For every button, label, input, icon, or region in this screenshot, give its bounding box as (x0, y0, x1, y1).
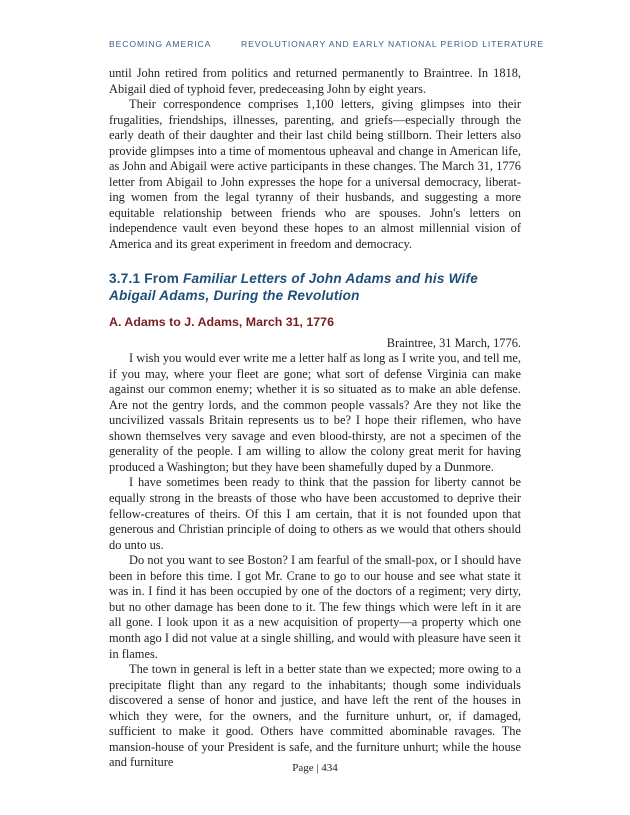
letter-paragraph: The town in general is left in a better state than we expected; more owing to a precipitate flight than any regard to the inhabitants; though some individuals discovered a sense of honor and justice, and have left the rent of the houses in which they were, for the owners, and the furniture unhurt, or, if damaged, sufficient to make it good. Others have committed abominable ravages. The mansion-house of your President is safe, and the furniture unhurt; while the house and furniture (109, 662, 521, 770)
intro-paragraph: until John retired from politics and returned permanently to Braintree. In 1818, Abigail died of typhoid fever, predeceasing John by eight years. (109, 66, 521, 96)
section-title: Familiar Letters of John Adams and his Wife Abigail Adams, During the Revolution (109, 270, 478, 303)
letter-paragraph: I wish you would ever write me a letter half as long as I write you, and tell me, if you may, where your fleet are gone; what sort of defense Virginia can make against our common enemy; whether it is so situated as to make an able defense. Are not the gentry lords, and the common people vassals? Are they not like the uncivilized vassals Britain represents us to be? I hope their riflemen, who have shown themselves very savage and even blood-thirsty, are not a specimen of the generality of the people. I am willing to allow the colony great merit for having produced a Washington; but they have been shamefully duped by a Dunmore. (109, 351, 521, 474)
letter-dateline: Braintree, 31 March, 1776. (386, 335, 521, 350)
section-heading (109, 270, 521, 304)
subsection-heading: A. Adams to J. Adams, March 31, 1776 (109, 314, 334, 329)
letter-paragraph: Do not you want to see Boston? I am fearful of the small-pox, or I should have been in before this time. I got Mr. Crane to go to our house and see what state it was in. I find it has been occupied by one of the doctors of a regiment; very dirty, but no other damage has been done to it. The few things which were left in it are all gone. I look upon it as a new acquisition of property—a property which one month ago I did not value at a single shilling, and would with pleasure have seen it in flames. (109, 553, 521, 661)
header-chapter-title: REVOLUTIONARY AND EARLY NATIONAL PERIOD LITERATURE (241, 39, 545, 49)
page-number: Page | 434 (292, 762, 338, 774)
letter-paragraph: I have sometimes been ready to think that the passion for liberty cannot be equally strong in the breasts of those who have been accustomed to deprive their fellow-creatures of theirs. Of this I am certain, that it is not founded upon that generous and Christian principle of doing to others as we would that others should do unto us. (109, 475, 521, 552)
intro-paragraph: Their correspondence comprises 1,100 letters, giving glimpses into their frugalities, friendships, illnesses, parenting, and griefs—especially through the early death of their daughter and their last child being stillborn. Their letters also provide glimpses into a time of momentous upheaval and change in American life, as John and Abigail were active participants in these changes. The March 31, 1776 letter from Abigail to John expresses the hope for a universal democracy, liberating women from the legal tyranny of their husbands, and suggesting a more equitable relationship between friends who are spouses. John's letters on independence vault even beyond these hopes to an almost millennial vision of America and its great experiment in freedom and democracy. (109, 97, 521, 252)
header-book-title: BECOMING AMERICA (109, 39, 212, 49)
page-body (109, 66, 521, 771)
section-number: 3.7.1 From (109, 270, 183, 286)
